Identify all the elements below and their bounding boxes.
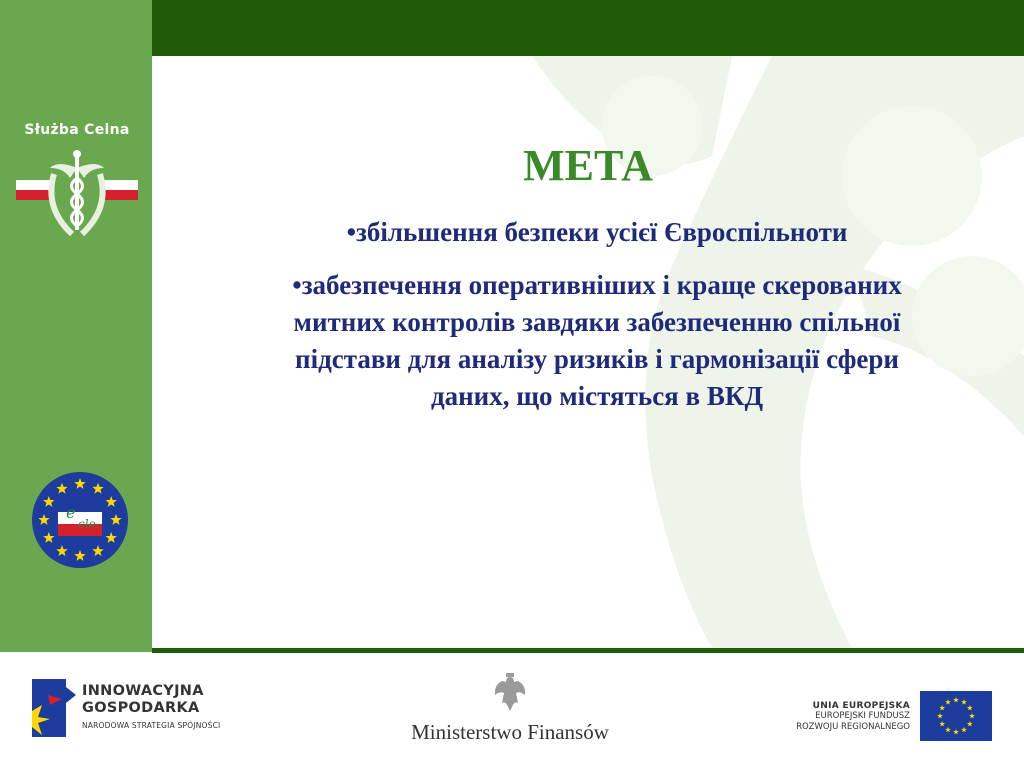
innowacyjna-line1: INNOWACYJNA <box>82 683 204 699</box>
sluzba-celna-text: Służba Celna <box>24 122 130 138</box>
ministerstwo-finansow-logo <box>400 673 620 745</box>
left-sidebar <box>0 0 152 652</box>
top-banner <box>152 0 1024 56</box>
svg-text:e: e <box>66 503 76 522</box>
unia-line3: ROZWOJU REGIONALNEGO <box>796 722 910 732</box>
bullet-item: •збільшення безпеки усієї Євроспільноти <box>346 217 848 247</box>
bullet-item: •забезпечення оперативніших і краще скерованих митних контролів завдяки забезпеченню спільної підстави для аналізу ризиків і гармонізації сфери даних, що містяться в ВКД <box>292 270 902 411</box>
unia-line2: EUROPEJSKI FUNDUSZ <box>815 711 910 721</box>
footer <box>0 653 1024 768</box>
eu-eclo-emblem-icon <box>30 470 130 570</box>
slide-content <box>152 56 1024 648</box>
polish-eagle-icon <box>492 673 528 713</box>
unia-europejska-logo <box>780 691 994 743</box>
innowacyjna-gospodarka-logo <box>28 677 238 747</box>
slide-title: МЕТА <box>523 141 653 190</box>
eclo-emblem <box>30 470 130 575</box>
customs-eagle-caduceus-icon <box>10 138 144 238</box>
ministerstwo-text: Ministerstwo Finansów <box>411 720 609 744</box>
innowacyjna-line3: NARODOWA STRATEGIA SPÓJNOŚCI <box>82 721 221 730</box>
innowacyjna-emblem-icon <box>28 677 76 739</box>
bullet-list <box>272 214 922 431</box>
innowacyjna-line2: GOSPODARKA <box>82 700 200 716</box>
sluzba-celna-logo <box>10 122 144 243</box>
eu-flag-icon <box>920 691 992 741</box>
unia-line1: UNIA EUROPEJSKA <box>812 701 910 711</box>
svg-text:clo: clo <box>78 517 96 531</box>
